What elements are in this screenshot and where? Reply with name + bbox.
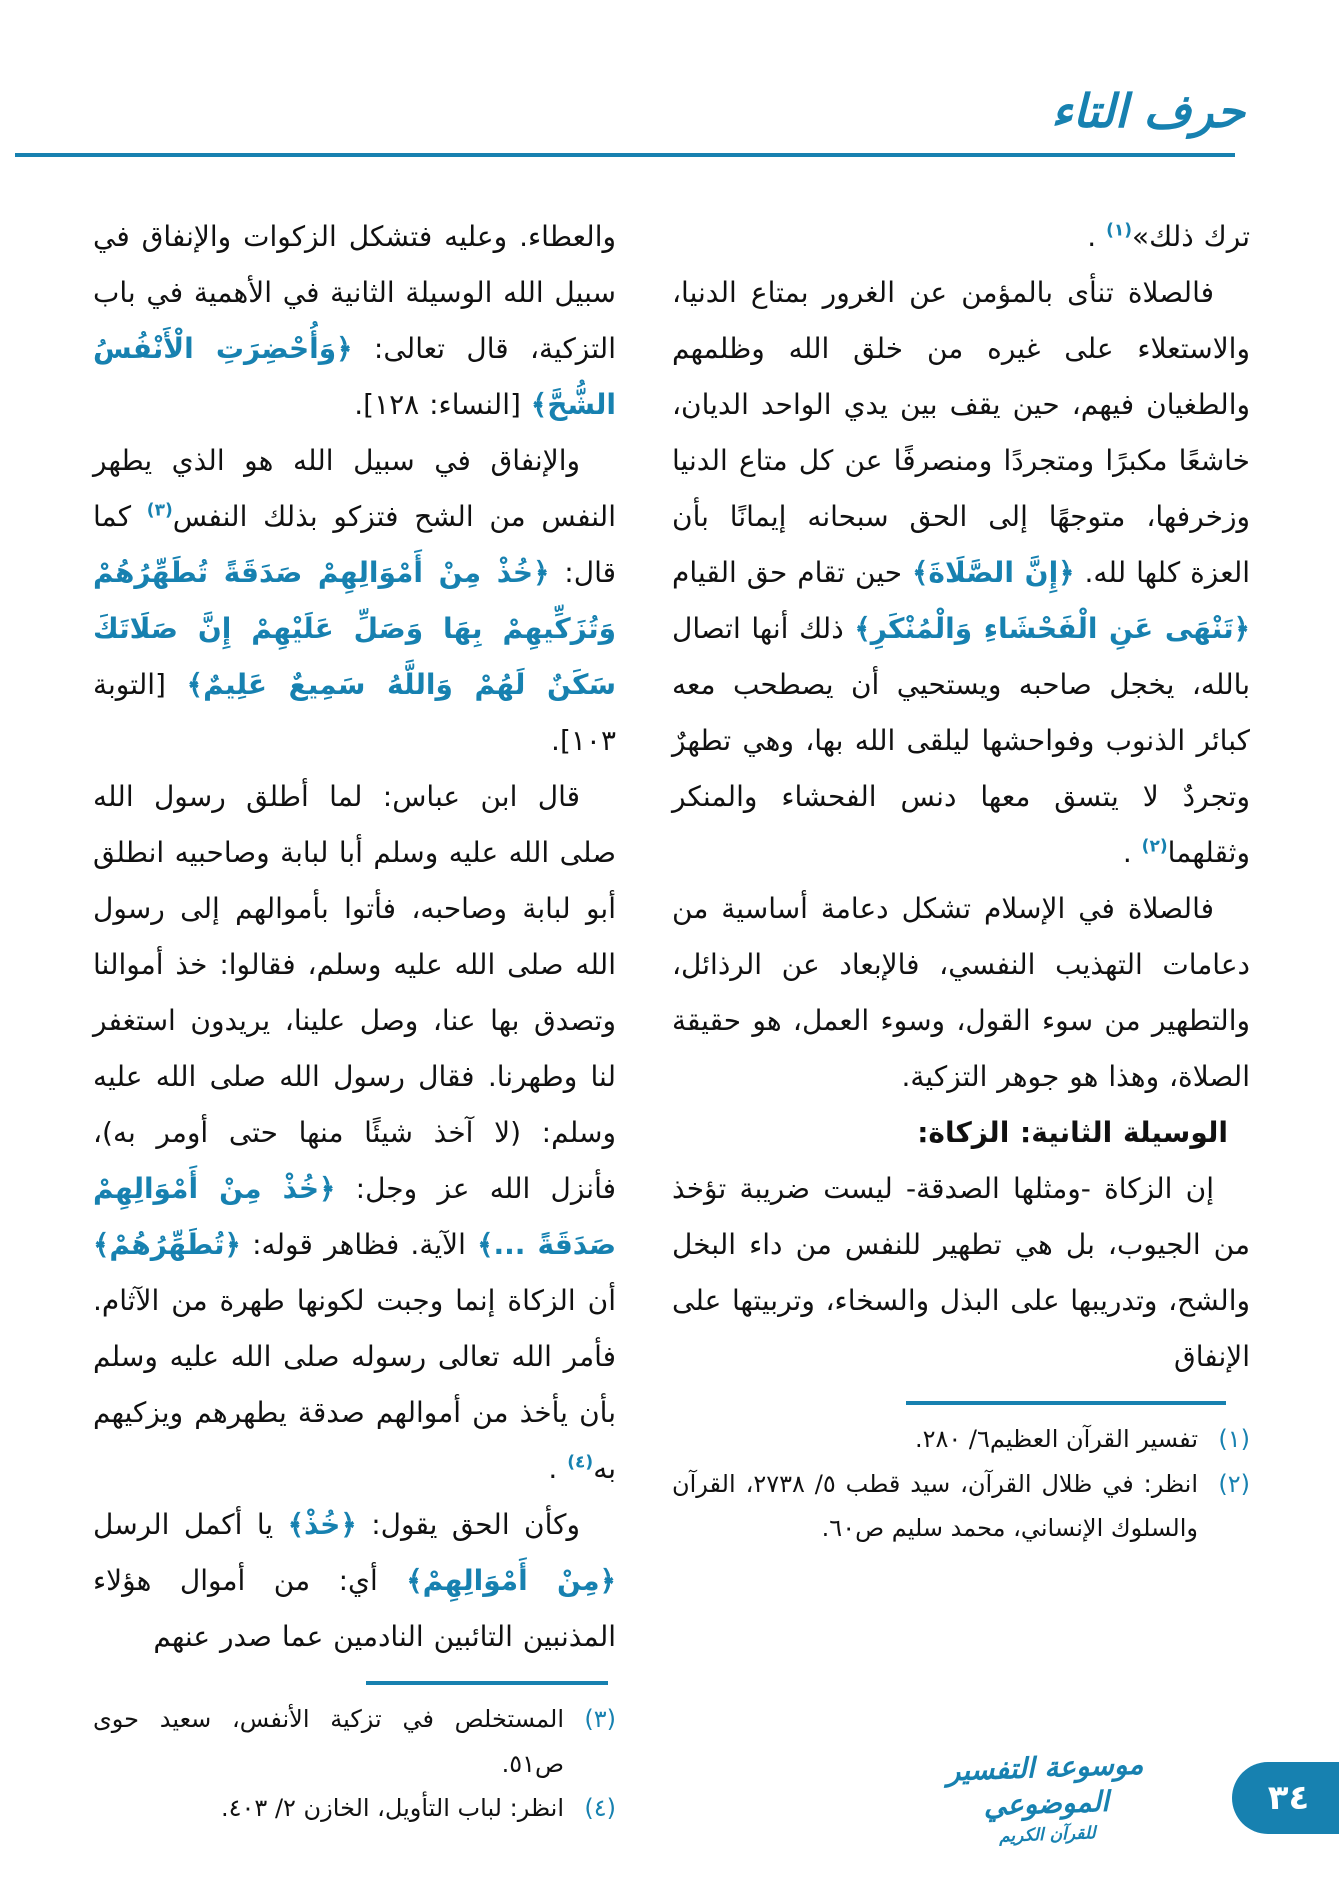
body-text: والعطاء. وعليه فتشكل الزكوات والإنفاق في سبيل الله الوسيلة الثانية في الأهمية في باب التزكية، قال تعالى: [93,220,616,366]
paragraph [672,1161,1250,1385]
publisher-logo [921,1746,1170,1849]
body-text: فالصلاة تنأى بالمؤمن عن الغرور بمتاع الدنيا، والاستعلاء على غيره من خلق الله وظلمهم والطغيان فيهم، حين يقف بين يدي الواحد الديان، خاشعًا مكبرًا ومتجردًا ومنصرفًا عن كل متاع الدنيا وزخرفها، متوجهًا إلى الحق سبحانه إيمانًا بأن العزة كلها لله. [672,276,1251,590]
page-number: ٣٤ [1267,1778,1310,1818]
footnote-text: تفسير القرآن العظيم٦/ ٢٨٠. [914,1425,1198,1454]
chapter-title: حرف التاء [1051,84,1245,138]
body-text: [التوبة ١٠٣]. [93,668,616,758]
body-text: إن الزكاة -ومثلها الصدقة- ليست ضريبة تؤخذ من الجيوب، بل هي تطهير للنفس من داء البخل والشح، وتدريبها على البذل والسخاء، وتربيتها على الإنفاق [672,1172,1250,1374]
page-body [0,157,1339,1831]
body-text: ذلك أنها اتصال بالله، يخجل صاحبه ويستحيي أن يصطحب معه كبائر الذنوب وفواحشها ليلقى الله بها، وهي تطهرٌ وتجردٌ لا يتسق معها دنس الفحشاء والمنكر وثقلهما [672,612,1250,870]
body-text: . [1087,220,1107,254]
quran-verse: ﴿خُذْ﴾ [287,1508,357,1542]
footnote-text: انظر: في ظلال القرآن، سيد قطب ٥/ ٢٧٣٨، القرآن والسلوك الإنساني، محمد سليم ص٦٠. [672,1469,1198,1543]
column-right [672,209,1250,1551]
paragraph [93,1497,616,1665]
body-text: أن الزكاة إنما وجبت لكونها طهرة من الآثام. فأمر الله تعالى رسوله صلى الله عليه وسلم بأن يأخذ من أموالهم صدقة يطهرهم ويزكيهم به [93,1284,616,1486]
footnote-text: المستخلص في تزكية الأنفس، سعيد حوى ص٥١. [93,1705,564,1778]
footnote [672,1462,1250,1551]
publisher-logo-title: موسوعة التفسير الموضوعي [946,1747,1144,1823]
publisher-logo-subtitle: للقرآن الكريم [998,1823,1096,1847]
body-text: يا أكمل الرسل [93,1508,288,1542]
footnote-ref: (١) [1106,220,1133,241]
quran-verse: ﴿تَنْهَى عَنِ الْفَحْشَاءِ وَالْمُنْكَرِ﴾ [854,612,1250,646]
body-text: وكأن الحق يقول: [356,1508,580,1542]
footnote-text: انظر: لباب التأويل، الخازن ٢/ ٤٠٣. [221,1794,564,1823]
footnotes-right [672,1417,1250,1551]
body-text: . [1122,836,1142,870]
body-text: كما قال: [93,500,617,590]
footnote-ref: (٤) [567,1452,594,1473]
footnote-number: (٣) [584,1705,616,1734]
body-text: الوسيلة الثانية: الزكاة: [917,1116,1228,1150]
body-text: ترك ذلك» [1132,220,1250,254]
page-number-badge [1232,1762,1339,1834]
paragraph [672,265,1250,881]
column-right-text [672,209,1250,1385]
page-header [0,0,1339,157]
footnote-number: (٢) [1218,1469,1250,1498]
body-text: . [548,1452,568,1486]
footnotes-left [93,1697,616,1831]
body-text: حين تقام حق القيام [672,556,913,590]
section-heading [672,1105,1250,1161]
footnote-number: (٤) [584,1794,616,1823]
paragraph [672,881,1250,1105]
quran-verse: ﴿وَأُحْضِرَتِ الْأَنْفُسُ الشُّحَّ﴾ [93,332,616,422]
body-text: فالصلاة في الإسلام تشكل دعامة أساسية من دعامات التهذيب النفسي، فالإبعاد عن الرذائل، والتطهير من سوء القول، وسوء العمل، هو حقيقة الصلاة، وهذا هو جوهر التزكية. [672,892,1250,1094]
paragraph [93,769,616,1497]
body-text: الآية. فظاهر قوله: [240,1228,478,1262]
body-text: قال ابن عباس: لما أطلق رسول الله صلى الله عليه وسلم أبا لبابة وصاحبيه انطلق أبو لبابة وصاحبه، فأتوا بأموالهم إلى رسول الله صلى الله عليه وسلم، فقالوا: خذ أموالنا وتصدق بها عنا، وصل علينا، يريدون استغفر لنا وطهرنا. فقال رسول الله صلى الله عليه وسلم: (لا آخذ شيئًا منها حتى أومر به)، فأنزل الله عز وجل: [93,780,616,1206]
body-text: والإنفاق في سبيل الله هو الذي يطهر النفس من الشح فتزكو بذلك النفس [93,444,616,534]
column-left-text [93,209,616,1665]
paragraph [93,209,616,433]
quran-verse: ﴿خُذْ مِنْ أَمْوَالِهِمْ صَدَقَةً تُطَهِّرُهُمْ وَتُزَكِّيهِمْ بِهَا وَصَلِّ عَلَيْهِمْ إِنَّ صَلَاتَكَ سَكَنٌ لَهُمْ وَاللَّهُ سَمِيعٌ عَلِيمٌ﴾ [93,556,616,702]
quran-verse: ﴿خُذْ مِنْ أَمْوَالِهِمْ صَدَقَةً ...﴾ [93,1172,617,1262]
footnote-ref: (٢) [1141,836,1168,857]
paragraph [672,209,1250,265]
paragraph [93,433,616,769]
quran-verse: ﴿مِنْ أَمْوَالِهِمْ﴾ [406,1564,617,1598]
body-text: أي: من أموال هؤلاء المذنبين التائبين النادمين عما صدر عنهم [93,1564,616,1654]
quran-verse: ﴿إِنَّ الصَّلَاةَ﴾ [912,556,1075,590]
footnote [93,1697,616,1786]
footnote-number: (١) [1218,1425,1250,1454]
footnote-separator [906,1401,1226,1405]
body-text: [النساء: ١٢٨]. [354,388,531,422]
footnote [672,1417,1250,1462]
column-left [93,209,616,1831]
footnote-separator [366,1681,608,1685]
footnote [93,1786,616,1831]
footnote-ref: (٣) [146,500,173,521]
quran-verse: ﴿تُطَهِّرُهُمْ﴾ [93,1228,241,1262]
